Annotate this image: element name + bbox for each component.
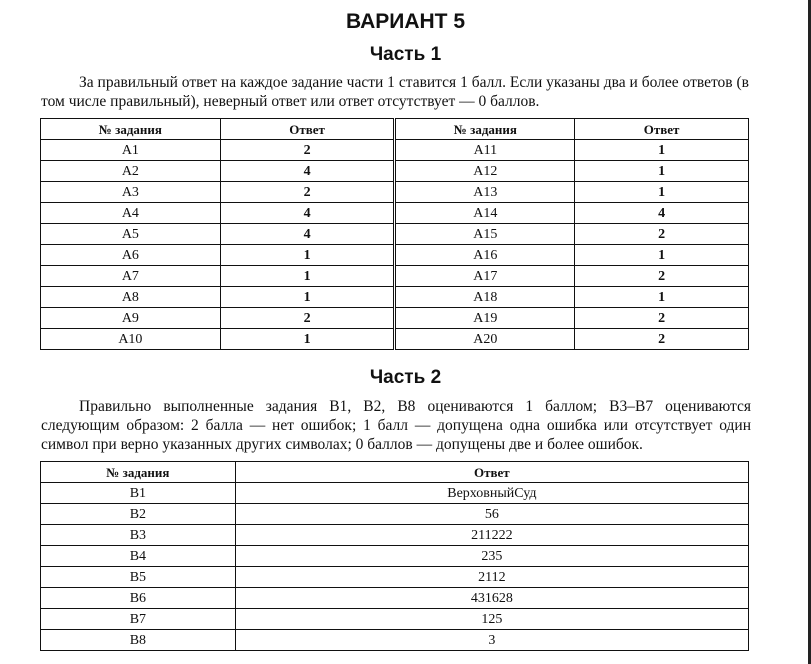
answer-cell: 1 — [575, 140, 749, 161]
answer-cell: 56 — [235, 504, 748, 525]
answer-cell: 4 — [220, 203, 395, 224]
answer-cell: 431628 — [235, 588, 748, 609]
task-cell: A16 — [395, 245, 575, 266]
answer-cell: 211222 — [235, 525, 748, 546]
answer-cell: 2 — [575, 308, 749, 329]
table-row — [41, 588, 749, 609]
task-cell: A9 — [41, 308, 221, 329]
table-row — [41, 546, 749, 567]
header-answer-left: Ответ — [220, 119, 395, 140]
table-row — [41, 182, 749, 203]
task-cell: A3 — [41, 182, 221, 203]
task-cell: A14 — [395, 203, 575, 224]
header-task: № задания — [41, 462, 236, 483]
header-task-right: № задания — [395, 119, 575, 140]
header-answer: Ответ — [235, 462, 748, 483]
task-cell: A19 — [395, 308, 575, 329]
part1-description: За правильный ответ на каждое задание части 1 ставится 1 балл. Если указаны два и более ответов (в том числе правильный), неверный ответ или ответ отсутствует — 0 баллов. — [41, 74, 749, 110]
answer-cell: 2 — [575, 224, 749, 245]
table-row — [41, 567, 749, 588]
task-cell: A7 — [41, 266, 221, 287]
part2-table-body — [41, 483, 749, 651]
table-row — [41, 483, 749, 504]
answer-cell: 2 — [575, 266, 749, 287]
table-row — [41, 161, 749, 182]
part2-description: Правильно выполненные задания В1, В2, В8 оцениваются 1 баллом; В3–В7 оцениваются следующим образом: 2 балла — нет ошибок; 1 балл — допущена одна ошибка или отсутствует один символ при верно указанных других символах; 0 баллов — допущены две и более ошибок. — [41, 398, 751, 453]
answer-cell: 1 — [575, 161, 749, 182]
task-cell: A4 — [41, 203, 221, 224]
task-cell: A8 — [41, 287, 221, 308]
header-task-left: № задания — [41, 119, 221, 140]
task-cell: A6 — [41, 245, 221, 266]
answer-cell: 1 — [575, 182, 749, 203]
task-cell: A2 — [41, 161, 221, 182]
task-cell: A18 — [395, 287, 575, 308]
answer-cell: ВерховныйСуд — [235, 483, 748, 504]
answer-cell: 2 — [220, 308, 395, 329]
table-row — [41, 287, 749, 308]
task-cell: A10 — [41, 329, 221, 350]
answer-cell: 1 — [220, 287, 395, 308]
task-cell: A12 — [395, 161, 575, 182]
part2-answer-table — [40, 461, 749, 651]
answer-cell: 125 — [235, 609, 748, 630]
task-cell: A11 — [395, 140, 575, 161]
answer-cell: 4 — [220, 224, 395, 245]
answer-cell: 1 — [575, 245, 749, 266]
task-cell: B6 — [41, 588, 236, 609]
answer-cell: 3 — [235, 630, 748, 651]
table-row — [41, 224, 749, 245]
task-cell: A13 — [395, 182, 575, 203]
task-cell: B3 — [41, 525, 236, 546]
task-cell: B2 — [41, 504, 236, 525]
table-row — [41, 308, 749, 329]
answer-cell: 2 — [220, 140, 395, 161]
table-row — [41, 630, 749, 651]
part1-answer-table — [40, 118, 749, 350]
answer-cell: 1 — [220, 245, 395, 266]
header-answer-right: Ответ — [575, 119, 749, 140]
answer-cell: 2 — [575, 329, 749, 350]
answer-cell: 235 — [235, 546, 748, 567]
answer-cell: 1 — [575, 287, 749, 308]
task-cell: A15 — [395, 224, 575, 245]
answer-cell: 4 — [220, 161, 395, 182]
task-cell: A20 — [395, 329, 575, 350]
task-cell: B8 — [41, 630, 236, 651]
answer-cell: 2112 — [235, 567, 748, 588]
table-row — [41, 504, 749, 525]
answer-cell: 1 — [220, 329, 395, 350]
answer-cell: 4 — [575, 203, 749, 224]
task-cell: A17 — [395, 266, 575, 287]
part1-table-body — [41, 140, 749, 350]
task-cell: A5 — [41, 224, 221, 245]
table-row — [41, 203, 749, 224]
table-row — [41, 329, 749, 350]
table-row — [41, 266, 749, 287]
task-cell: B5 — [41, 567, 236, 588]
task-cell: B1 — [41, 483, 236, 504]
task-cell: B7 — [41, 609, 236, 630]
table-row — [41, 525, 749, 546]
answer-cell: 1 — [220, 266, 395, 287]
table-header-row — [41, 119, 749, 140]
task-cell: A1 — [41, 140, 221, 161]
table-header-row — [41, 462, 749, 483]
task-cell: B4 — [41, 546, 236, 567]
part2-title: Часть 2 — [369, 367, 442, 388]
table-row — [41, 140, 749, 161]
answer-cell: 2 — [220, 182, 395, 203]
table-row — [41, 609, 749, 630]
part1-title: Часть 1 — [369, 44, 442, 65]
variant-title: ВАРИАНТ 5 — [345, 10, 466, 33]
table-row — [41, 245, 749, 266]
